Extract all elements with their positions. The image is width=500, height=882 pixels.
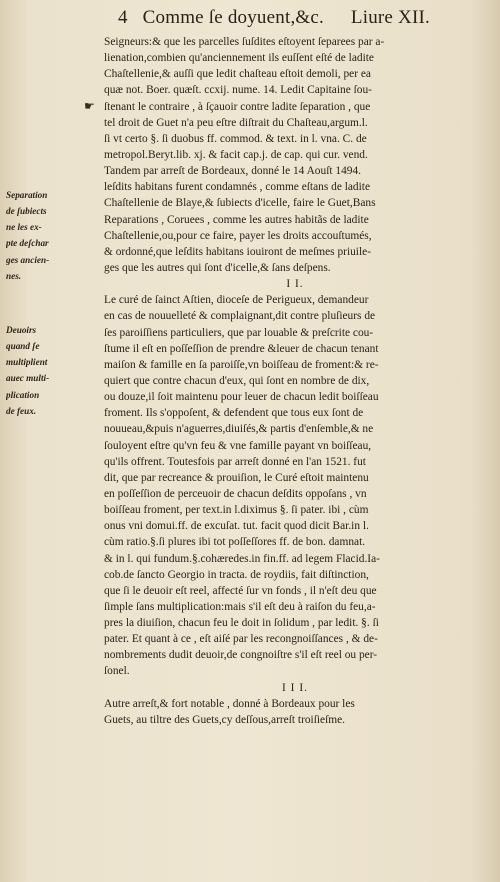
text-line: Tandem par arreſt de Bordeaux, donné le 14 Aouſt 1494. (104, 165, 361, 178)
section-number-3: I I I. (282, 681, 308, 694)
text-line: ſonel. (104, 665, 130, 678)
text-line: & ordonné,que leſdits habitans iouiront de meſmes priuile- (104, 245, 371, 258)
margin-note-line: de ſubiects (6, 206, 47, 217)
text-line: ſtume il eſt en poſſeſſion de prendre &leuer de chacun tenant (104, 342, 379, 355)
text-line: nombrements dudit deuoir,de congnoiſtre s'il eſt reel ou per- (104, 649, 378, 662)
text-line: en cas de nouuelleté & complaignant,dit contre pluſieurs de (104, 310, 376, 323)
text-line: Chaſtellenie,ou,pour ce faire, payer les droits accouſtumés, (104, 229, 372, 242)
page-number: 4 (118, 7, 128, 28)
text-line: ſtenant le contraire , à ſçauoir contre ladite ſeparation , que (104, 100, 371, 113)
text-line: lienation,combien qu'anciennement ils euſſent eſté de ladite (104, 52, 374, 65)
margin-note-deuoirs (6, 322, 100, 419)
text-line: metropol.Beryt.lib. xj. & facit cap.j. de cap. qui cur. vend. (104, 148, 368, 161)
blank-bottom-margin (0, 842, 500, 882)
text-line: ges que les autres qui ſont d'icelle,& ſans deſpens. (104, 261, 331, 274)
text-line: pres la diuiſion, chacun feu le doit in ſolidum , par ledit. §. ſi (104, 617, 379, 630)
text-line: Guets, au tiltre des Guets,cy deſſous,arreſt troiſieſme. (104, 713, 346, 726)
text-line: en poſſeſſion de perceuoir de chacun deſdits oppoſans , vn (104, 487, 367, 500)
section-number-2: I I. (286, 278, 304, 291)
text-line: ſi vt certo §. ſi duobus ff. commod. & text. in l. vna. C. de (104, 132, 367, 145)
margin-note-line: plication (6, 389, 40, 400)
text-line: ſes paroiſſiens particuliers, que par louable & preſcrite cou- (104, 326, 374, 339)
margin-note-line: quand ſe (6, 341, 40, 352)
text-line: pater. Et quant à ce , eſt aiſé par les recongnoiſſances , & de- (104, 633, 378, 646)
page-body-text (104, 34, 486, 728)
text-line: ſimple ſans multiplication:mais s'il eſt deu à raiſon du feu,a- (104, 600, 376, 613)
text-line: onus vni domui.ff. de excuſat. tut. facit quod dicit Bar.in l. (104, 520, 369, 533)
page-header (118, 4, 490, 32)
text-line: quæ not. Boer. quæſt. ccxij. nume. 14. Ledit Capitaine ſou- (104, 84, 372, 97)
text-line: maiſon & famille en ſa paroiſſe,vn boiſſeau de froment:& re- (104, 358, 379, 371)
margin-note-line: pte deſchar (6, 238, 49, 249)
pointing-hand-icon: ☛ (84, 99, 95, 113)
text-line: Seigneurs:& que les parcelles ſuſdites eſtoyent ſeparees par a- (104, 36, 385, 48)
text-line: boiſſeau froment, per text.in l.diximus §. ſi pater. ibi , cùm (104, 504, 369, 517)
text-line: ſouloyent eſtre qu'vn feu & vne famille payant vn boiſſeau, (104, 439, 372, 452)
text-line: ou douze,il ſoit maintenu pour leuer de chacun ledit boiſſeau (104, 391, 379, 404)
text-line: tel droit de Guet n'a peu eſtre diſtrait du Chaſteau,argum.l. (104, 116, 368, 129)
text-line: quiert que contre chacun d'eux, qui ſont en nombre de dix, (104, 374, 370, 387)
text-line: froment. Ils s'oppoſent, & defendent que tous eux ſont de (104, 407, 364, 420)
text-line: Chaſtellenie,& auſſi que ledit chaſteau eſtoit demoli, per ea (104, 68, 371, 81)
text-line: Autre arreſt,& fort notable , donné à Bordeaux pour les (104, 697, 355, 710)
text-line: & in l. qui fundum.§.cohæredes.in fin.ff. ad legem Flacid.Ia- (104, 552, 380, 565)
book-label: Liure XII. (350, 7, 430, 28)
text-line: leſdits habitans furent condamnés , comme eſtans de ladite (104, 181, 371, 194)
margin-note-line: Deuoirs (6, 325, 37, 335)
text-line: cùm ratio.§.ſi plures ibi tot poſſeſſores ff. de bon. damnat. (104, 536, 366, 549)
text-line: Reparations , Coruees , comme les autres habitãs de ladite (104, 213, 369, 226)
running-title: Comme ſe doyuent,&c. (142, 7, 324, 28)
margin-note-line: Separation (6, 190, 48, 200)
margin-note-line: ges ancien- (6, 254, 50, 265)
text-line: que ſi le deuoir eſt reel, affecté ſur vn fonds , il n'eſt deu que (104, 584, 377, 597)
text-line: cob.de ſancto Georgio in tracta. de roydiis, fait diſtinction, (104, 568, 369, 581)
text-line: nouueau,&puis n'aguerres,diuiſés,& partis d'enſemble,& ne (104, 423, 374, 436)
margin-note-line: nes. (6, 270, 22, 281)
margin-note-line: multiplient (6, 357, 48, 368)
text-line: dit, que par recreance & prouiſion, le Curé eſtoit maintenu (104, 471, 369, 484)
text-line: Chaſtellenie de Blaye,& ſubiects d'icelle, faire le Guet,Bans (104, 197, 376, 210)
margin-note-line: de feux. (6, 405, 37, 416)
margin-note-separation (6, 187, 100, 284)
text-line: Le curé de ſainct Aſtien, dioceſe de Perigueux, demandeur (104, 294, 369, 307)
text-line: qu'ils offrent. Toutesfois par arreſt donné en l'an 1521. fut (104, 455, 366, 468)
margin-note-line: auec multi- (6, 373, 50, 384)
margin-note-line: ne les ex- (6, 222, 42, 233)
